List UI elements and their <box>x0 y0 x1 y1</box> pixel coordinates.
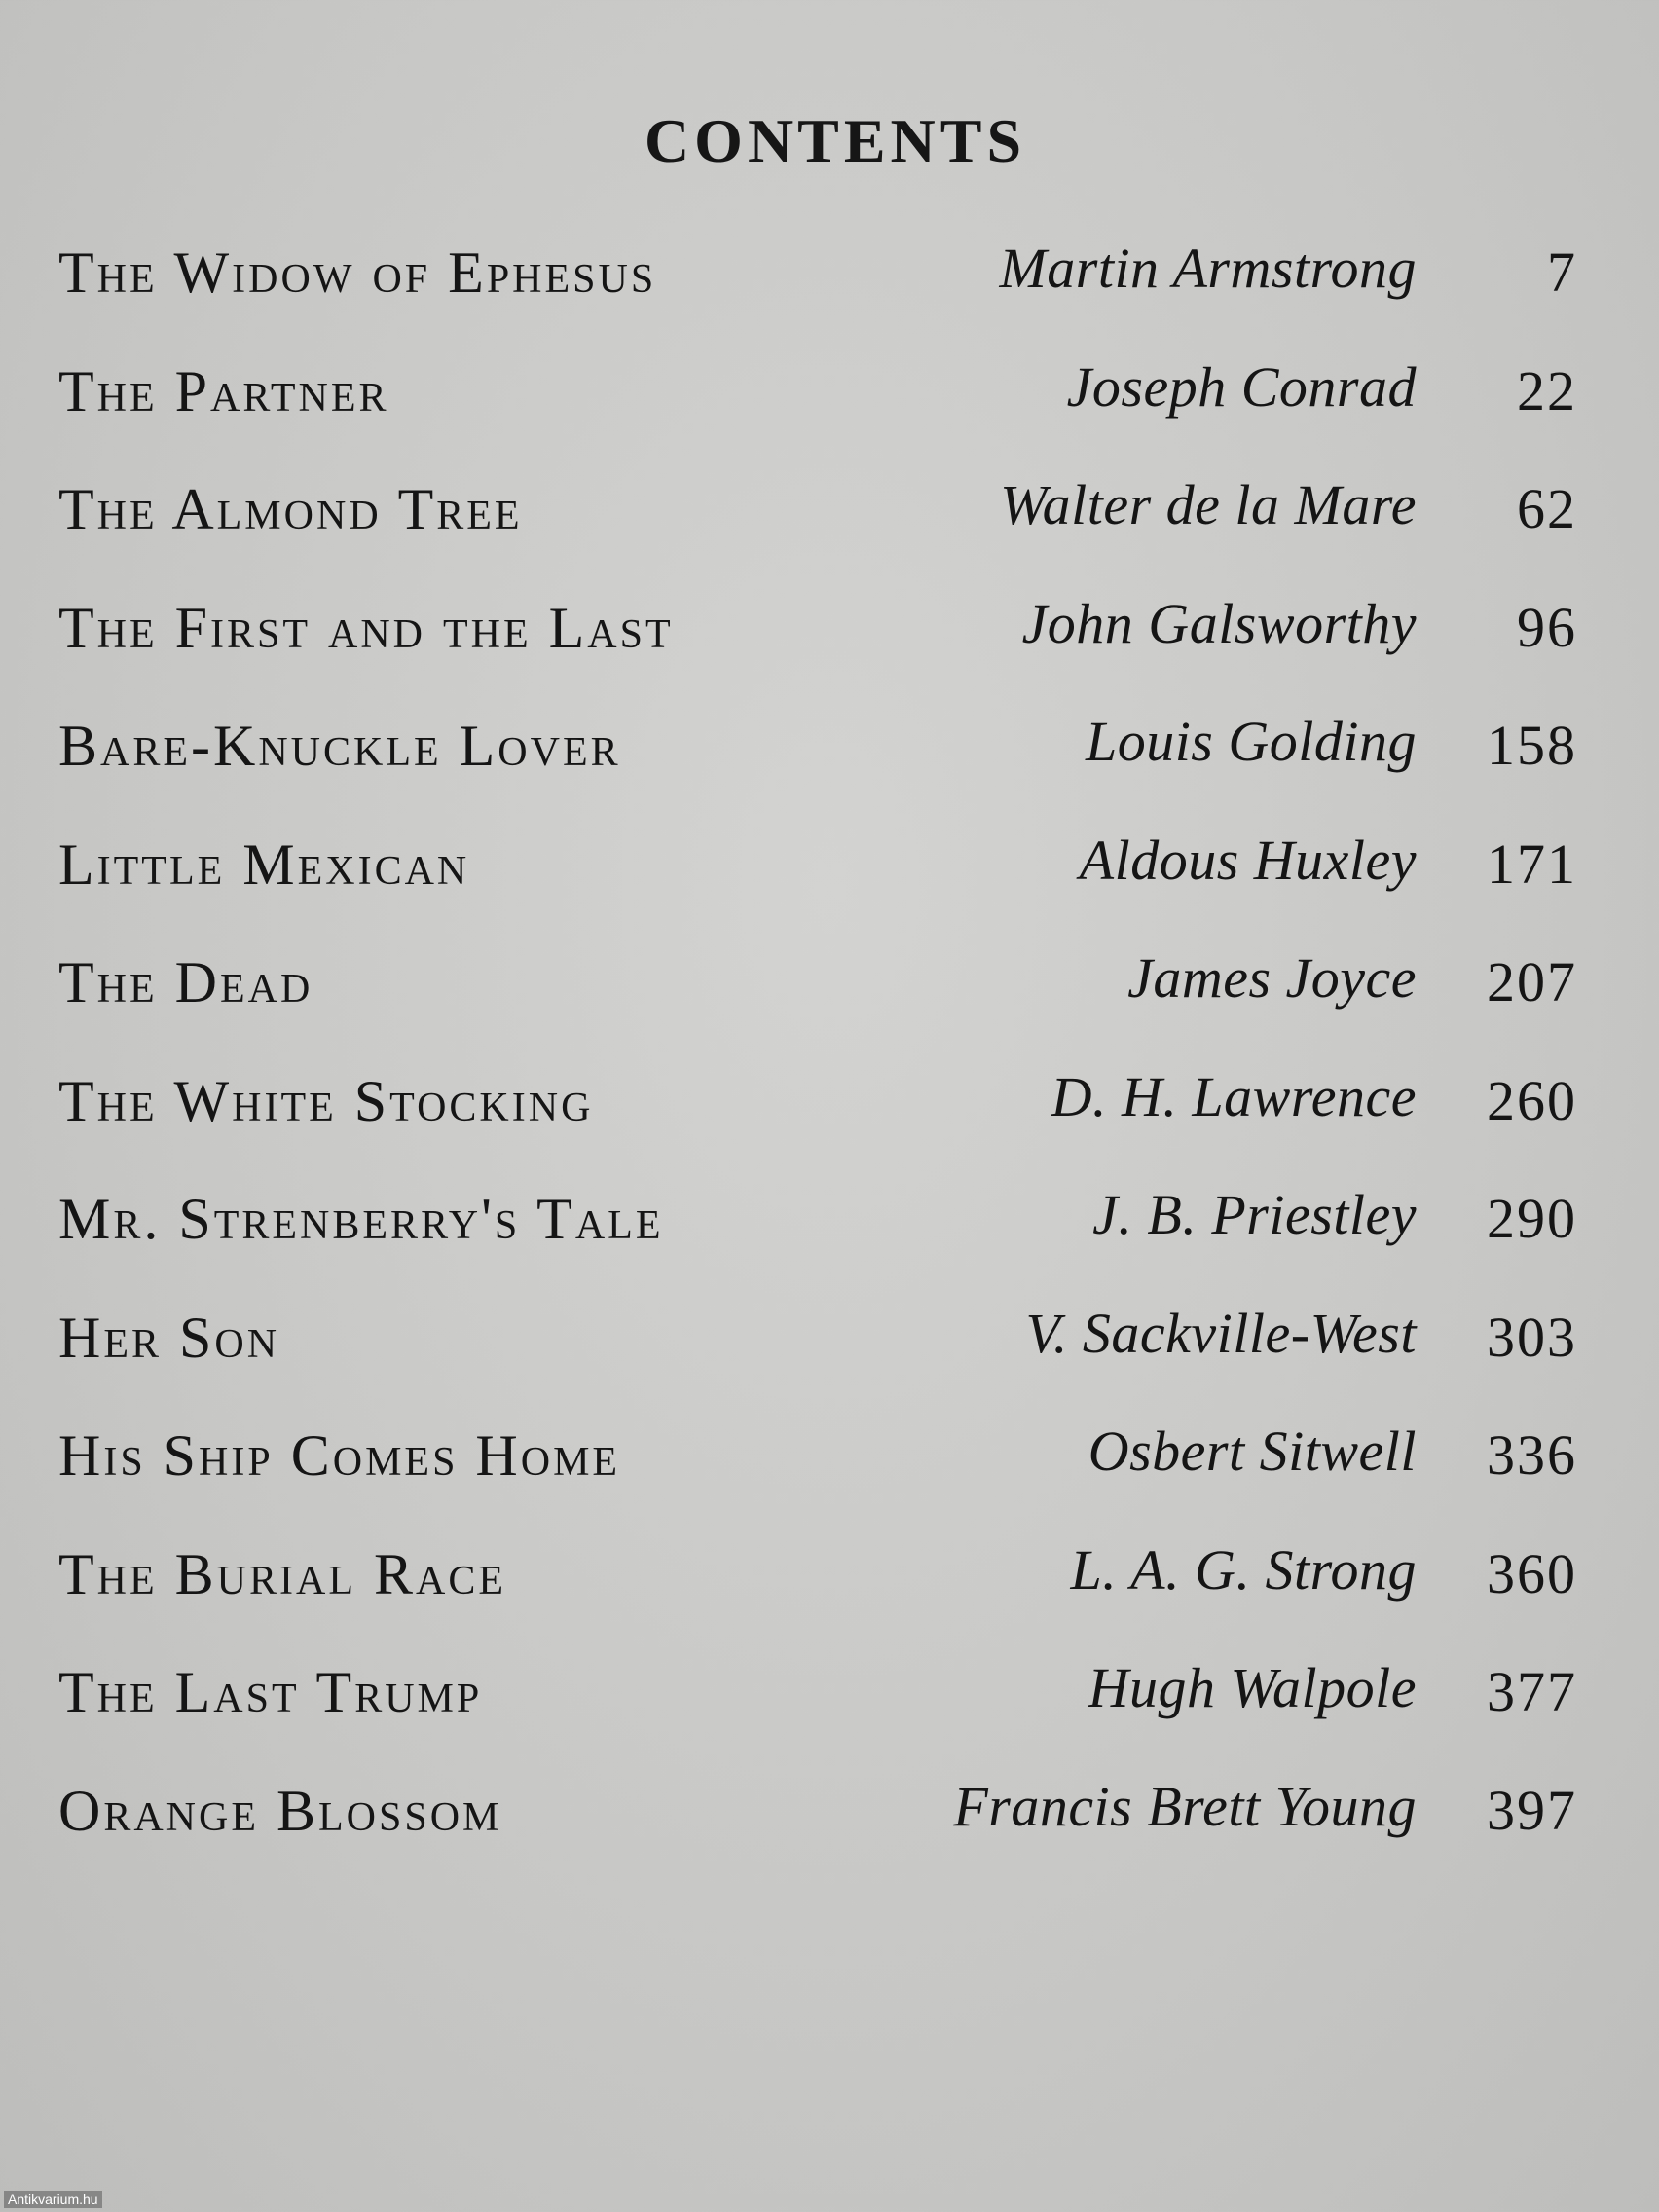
toc-entry <box>58 1295 1577 1414</box>
story-title: Orange Blossom <box>58 1778 502 1843</box>
story-title: Her Son <box>58 1305 280 1370</box>
story-title: Mr. Strenberry's Tale <box>58 1187 664 1251</box>
page-number: 96 <box>1517 595 1577 659</box>
toc-entry <box>58 940 1577 1058</box>
story-author: Hugh Walpole <box>1088 1656 1417 1719</box>
story-title: Little Mexican <box>58 831 470 897</box>
story-title: The White Stocking <box>58 1068 594 1133</box>
story-title: His Ship Comes Home <box>58 1423 621 1488</box>
watermark: Antikvarium.hu <box>4 2191 102 2208</box>
page-number: 22 <box>1517 358 1577 423</box>
story-title: The Almond Tree <box>58 477 523 541</box>
toc-entry <box>58 585 1577 704</box>
page-number: 207 <box>1487 950 1577 1014</box>
page-number: 290 <box>1487 1187 1577 1250</box>
page-number: 62 <box>1517 477 1577 540</box>
page-number: 360 <box>1487 1541 1577 1605</box>
story-author: Walter de la Mare <box>1000 473 1417 536</box>
toc-entry <box>58 822 1577 940</box>
toc-entry <box>58 1413 1577 1531</box>
contents-heading: CONTENTS <box>644 106 1027 175</box>
page-number: 397 <box>1487 1778 1577 1842</box>
story-author: John Galsworthy <box>1021 591 1417 655</box>
page-number: 7 <box>1547 240 1577 304</box>
story-author: V. Sackville-West <box>1025 1301 1417 1365</box>
page-number: 303 <box>1487 1305 1577 1369</box>
story-title: The Last Trump <box>58 1660 483 1724</box>
story-author: Joseph Conrad <box>1066 354 1417 419</box>
page-number: 336 <box>1487 1423 1577 1487</box>
story-title: The Dead <box>58 950 313 1014</box>
toc-entry <box>58 703 1577 822</box>
toc-entry <box>58 1649 1577 1768</box>
story-author: Aldous Huxley <box>1079 828 1417 892</box>
story-title: Bare-Knuckle Lover <box>58 714 621 778</box>
story-title: The Partner <box>58 358 389 424</box>
story-author: J. B. Priestley <box>1092 1183 1417 1246</box>
page-number: 171 <box>1487 831 1577 896</box>
story-title: The Burial Race <box>58 1541 506 1606</box>
story-author: Louis Golding <box>1085 710 1417 773</box>
page-number: 377 <box>1487 1660 1577 1723</box>
story-title: The First and the Last <box>58 595 674 660</box>
story-author: James Joyce <box>1127 946 1417 1010</box>
story-author: Osbert Sitwell <box>1088 1419 1417 1483</box>
toc-entry <box>58 349 1577 467</box>
toc-entry <box>58 466 1577 585</box>
page-number: 260 <box>1487 1068 1577 1132</box>
toc-entry <box>58 230 1577 349</box>
toc-entry <box>58 1058 1577 1177</box>
table-of-contents <box>58 230 1577 1886</box>
page-number: 158 <box>1487 714 1577 777</box>
toc-entry <box>58 1531 1577 1650</box>
story-author: L. A. G. Strong <box>1070 1537 1417 1602</box>
story-author: D. H. Lawrence <box>1051 1064 1417 1128</box>
story-author: Martin Armstrong <box>999 237 1417 300</box>
story-title: The Widow of Ephesus <box>58 240 657 305</box>
story-author: Francis Brett Young <box>953 1774 1417 1838</box>
toc-entry <box>58 1176 1577 1295</box>
toc-entry <box>58 1768 1577 1887</box>
